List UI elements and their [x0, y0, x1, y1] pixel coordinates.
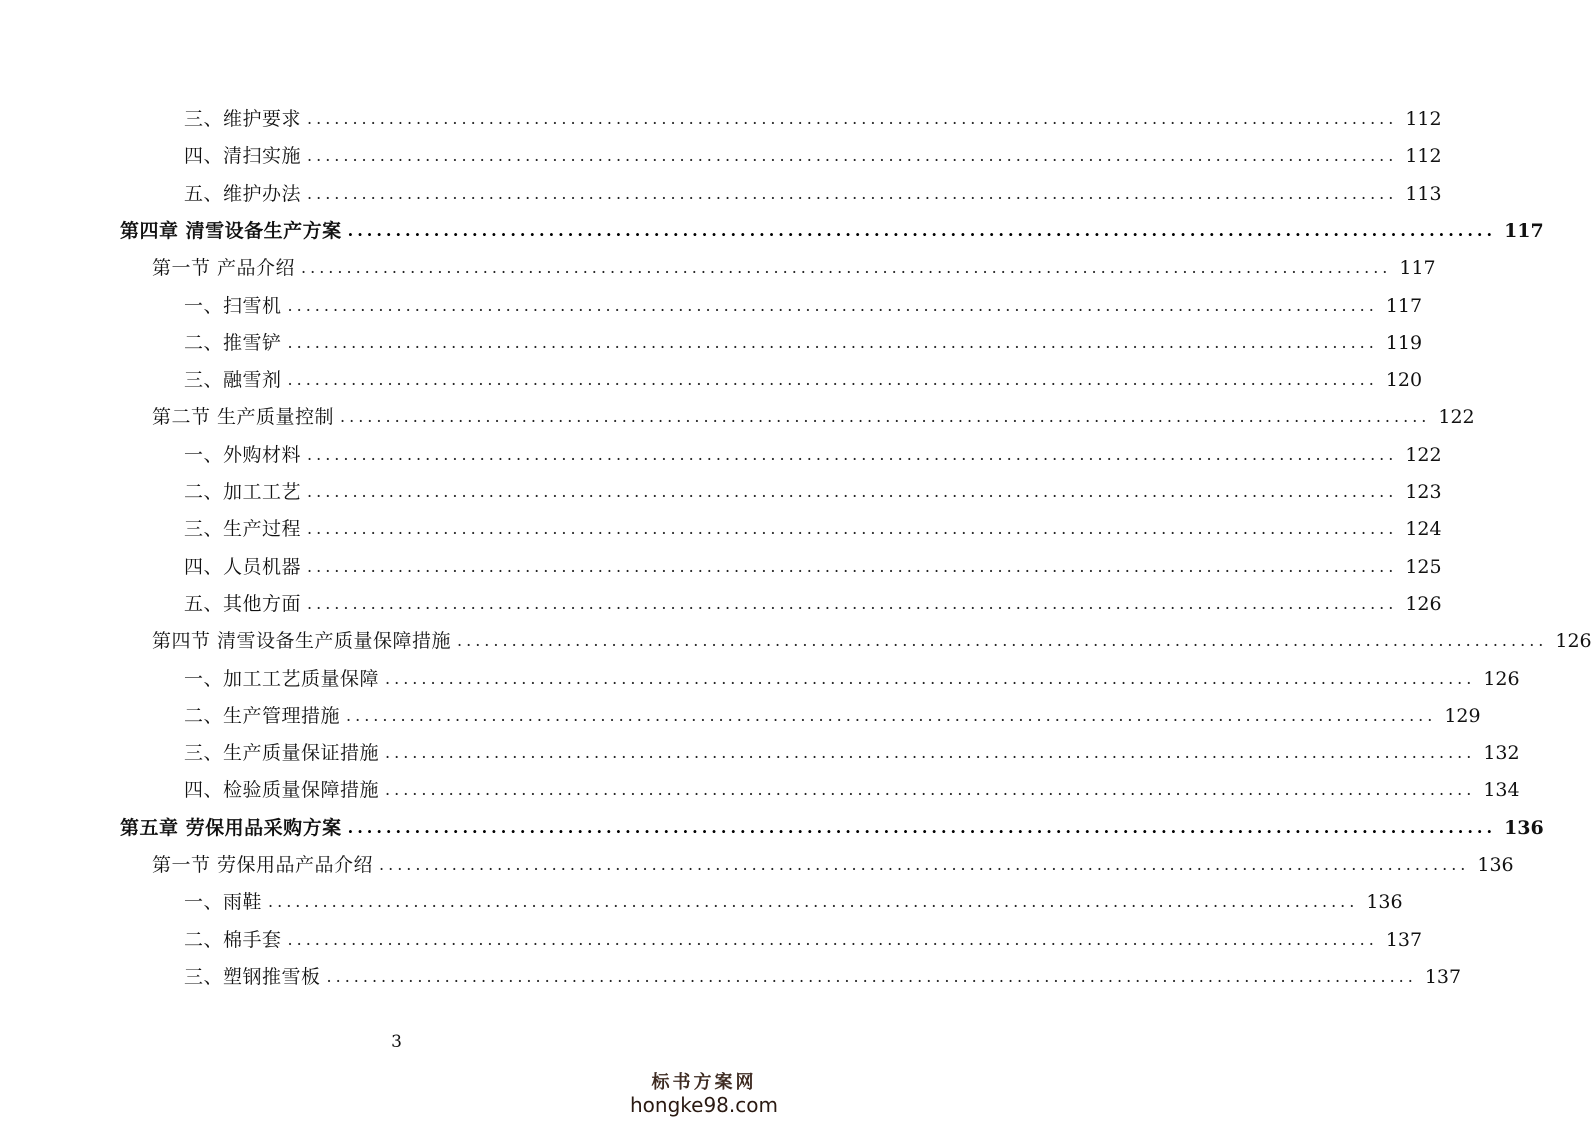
dot-leader: ........................................................................................................................	[385, 780, 1476, 800]
dot-leader: ........................................................................................................................	[347, 817, 1497, 837]
toc-entry-title: 二、推雪铲	[184, 331, 282, 354]
toc-entry-page: 117	[1385, 294, 1423, 317]
toc-entry-title: 三、生产质量保证措施	[184, 742, 380, 765]
toc-entry-page: 122	[1438, 406, 1475, 429]
toc-entry-page: 119	[1385, 331, 1423, 354]
toc-entry-title: 四、人员机器	[184, 555, 302, 578]
toc-item-row[interactable]	[184, 962, 1462, 992]
toc-entry-page: 126	[1555, 630, 1592, 653]
toc-section-row[interactable]	[152, 626, 1592, 656]
dot-leader: ........................................................................................................................	[340, 407, 1431, 427]
dot-leader: ........................................................................................................................	[385, 668, 1476, 688]
toc-item-row[interactable]	[184, 365, 1423, 395]
toc-entry-page: 112	[1405, 145, 1442, 168]
toc-entry-page: 125	[1405, 555, 1442, 578]
toc-entry-page: 112	[1405, 108, 1442, 130]
toc-item-row[interactable]	[184, 328, 1423, 358]
toc-entry-title: 第二节 生产质量控制	[152, 406, 335, 429]
dot-leader: ........................................................................................................................	[307, 183, 1398, 203]
toc-entry-title: 一、外购材料	[184, 443, 302, 466]
toc-section-row[interactable]	[152, 850, 1514, 880]
dot-leader: ........................................................................................................................	[307, 593, 1398, 613]
toc-entry-page: 122	[1405, 443, 1442, 466]
dot-leader: ........................................................................................................................	[307, 556, 1398, 576]
dot-leader: ........................................................................................................................	[268, 892, 1359, 912]
toc-entry-title: 第一节 产品介绍	[152, 257, 296, 280]
watermark-name: 标书方案网	[651, 1072, 757, 1093]
toc-entry-page: 126	[1483, 667, 1520, 690]
toc-item-row[interactable]	[184, 141, 1442, 171]
toc-item-row[interactable]	[184, 738, 1520, 768]
toc-entry-title: 一、加工工艺质量保障	[184, 667, 380, 690]
page-number: 3	[391, 1032, 402, 1052]
toc-item-row[interactable]	[184, 440, 1442, 470]
toc-section-row[interactable]	[152, 253, 1436, 283]
toc-entry-page: 124	[1405, 518, 1442, 541]
toc-entry-page: 126	[1405, 592, 1442, 615]
toc-entry-title: 三、生产过程	[184, 518, 302, 541]
dot-leader: ........................................................................................................................	[307, 444, 1398, 464]
dot-leader: ........................................................................................................................	[307, 109, 1398, 128]
toc-entry-page: 137	[1385, 928, 1423, 951]
toc-entry-title: 二、生产管理措施	[184, 704, 341, 727]
toc-entry-title: 第五章 劳保用品采购方案	[120, 816, 342, 839]
toc-entry-page: 113	[1405, 182, 1442, 205]
toc-chapter-row[interactable]	[120, 813, 1544, 843]
dot-leader: ........................................................................................................................	[385, 743, 1476, 763]
toc-item-row[interactable]	[184, 477, 1442, 507]
toc-entry-title: 五、其他方面	[184, 592, 302, 615]
dot-leader: ........................................................................................................................	[287, 295, 1378, 315]
dot-leader: ........................................................................................................................	[347, 220, 1497, 240]
toc-entry-title: 三、塑钢推雪板	[184, 965, 321, 988]
toc-item-row[interactable]	[184, 664, 1520, 694]
toc-entry-title: 四、检验质量保障措施	[184, 779, 380, 802]
toc-entry-page: 117	[1504, 219, 1544, 242]
toc-entry-page: 120	[1385, 369, 1423, 392]
dot-leader: ........................................................................................................................	[287, 332, 1378, 352]
dot-leader: ........................................................................................................................	[457, 631, 1548, 651]
toc-entry-page: 136	[1366, 891, 1403, 914]
toc-item-row[interactable]	[184, 291, 1423, 321]
toc-entry-title: 四、清扫实施	[184, 145, 302, 168]
dot-leader: ........................................................................................................................	[287, 370, 1378, 390]
toc-item-row[interactable]	[184, 179, 1442, 209]
toc-entry-page: 136	[1477, 854, 1514, 876]
toc-item-row[interactable]	[184, 104, 1442, 134]
toc-item-row[interactable]	[184, 701, 1481, 731]
dot-leader: ........................................................................................................................	[301, 258, 1392, 278]
toc-entry-page: 123	[1405, 481, 1442, 503]
toc-entry-title: 三、融雪剂	[184, 369, 282, 392]
toc-entry-page: 134	[1483, 779, 1520, 802]
toc-item-row[interactable]	[184, 925, 1423, 955]
dot-leader: ........................................................................................................................	[346, 705, 1437, 725]
toc-chapter-row[interactable]	[120, 216, 1544, 246]
toc-section-row[interactable]	[152, 402, 1475, 432]
dot-leader: ........................................................................................................................	[307, 146, 1398, 166]
toc-entry-page: 136	[1504, 816, 1544, 839]
toc-item-row[interactable]	[184, 589, 1442, 619]
toc-entry-title: 三、维护要求	[184, 108, 302, 130]
toc-entry-page: 137	[1424, 965, 1462, 988]
dot-leader: ........................................................................................................................	[287, 929, 1378, 949]
toc-entry-title: 一、扫雪机	[184, 294, 282, 317]
toc-entry-page: 117	[1399, 257, 1436, 280]
toc-item-row[interactable]	[184, 887, 1403, 917]
watermark-url: hongke98.com	[630, 1093, 778, 1117]
toc-item-row[interactable]	[184, 514, 1442, 544]
toc-entry-title: 二、棉手套	[184, 928, 282, 951]
toc-entry-page: 129	[1444, 704, 1481, 727]
toc-entry-title: 第四章 清雪设备生产方案	[120, 219, 342, 242]
toc-entry-title: 二、加工工艺	[184, 481, 302, 503]
dot-leader: ........................................................................................................................	[307, 519, 1398, 539]
dot-leader: ........................................................................................................................	[379, 855, 1470, 874]
toc-item-row[interactable]	[184, 775, 1520, 805]
dot-leader: ........................................................................................................................	[307, 482, 1398, 501]
watermark	[629, 1068, 779, 1116]
toc-entry-title: 五、维护办法	[184, 182, 302, 205]
toc-entry-title: 一、雨鞋	[184, 891, 263, 914]
toc-item-row[interactable]	[184, 552, 1442, 582]
dot-leader: ........................................................................................................................	[326, 966, 1417, 986]
toc-entry-title: 第一节 劳保用品产品介绍	[152, 854, 374, 876]
toc-entry-title: 第四节 清雪设备生产质量保障措施	[152, 630, 452, 653]
toc-entry-page: 132	[1483, 742, 1520, 765]
